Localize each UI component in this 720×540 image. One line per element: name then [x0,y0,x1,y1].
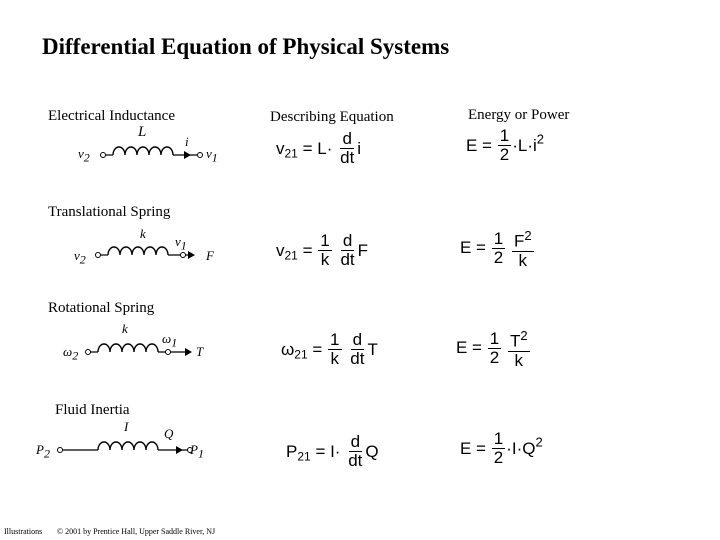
symbol-label-top: I [124,419,129,434]
footer-copyright: © 2001 by Prentice Hall, Upper Saddle River, NJ [57,527,216,536]
equation-rotational-spring: $\omega_{21}$ = $\frac{1}{k}$ $\frac{d}{dt}$ T [281,330,378,368]
symbol-label-left: $P_2$ [36,442,50,461]
section-translational-spring: Translational Spring [48,204,171,220]
equation-electrical-inductance: $v_{21} = L\cdot$ $\frac{d}{dt}$ i [276,129,362,167]
energy-electrical-inductance: E = $\frac{1}{2}$ $\cdot L\cdot i^2$ [466,126,544,164]
header-energy-or-power: Energy or Power [468,107,570,123]
page-title: Differential Equation of Physical Systems [42,34,450,59]
symbol-label-top: k [140,226,146,241]
symbol-label-flow: T [196,344,204,359]
symbol-label-top: L [138,124,147,140]
energy-rotational-spring: E = $\frac{1}{2}$ $\frac{T^2}{k}$ [456,328,528,370]
symbol-label-right: $P_1$ [190,442,204,461]
header-describing-equation: Describing Equation [270,109,394,125]
symbol-label-flow: Q [164,426,174,441]
symbol-label-flow: F [206,248,214,263]
symbol-label-right: $v_1$ [175,234,187,253]
symbol-label-top: k [122,321,128,336]
symbol-label-flow: i [185,134,189,149]
symbol-label-left: $\omega_2$ [63,344,79,363]
footer-illustrations-label: Illustrations [4,527,43,536]
equation-fluid-inertia: $P_{21} = I\cdot$ $\frac{d}{dt}$ Q [286,432,379,470]
symbol-label-left: $v_2$ [74,248,86,267]
symbol-label-right: $\omega_1$ [162,331,178,350]
section-fluid-inertia: Fluid Inertia [55,402,130,418]
fluid-inertia-symbol [58,442,193,454]
energy-fluid-inertia: E = $\frac{1}{2}$ $\cdot I\cdot Q^2$ [460,429,543,467]
section-rotational-spring: Rotational Spring [48,300,155,316]
symbol-label-right: $v_1$ [206,146,218,165]
header-electrical-inductance: Electrical Inductance [48,108,176,124]
equation-translational-spring: $v_{21}$ = $\frac{1}{k}$ $\frac{d}{dt}$ F [276,231,369,269]
symbol-label-left: $v_2$ [78,146,90,165]
energy-translational-spring: E = $\frac{1}{2}$ $\frac{F^2}{k}$ [460,228,532,270]
